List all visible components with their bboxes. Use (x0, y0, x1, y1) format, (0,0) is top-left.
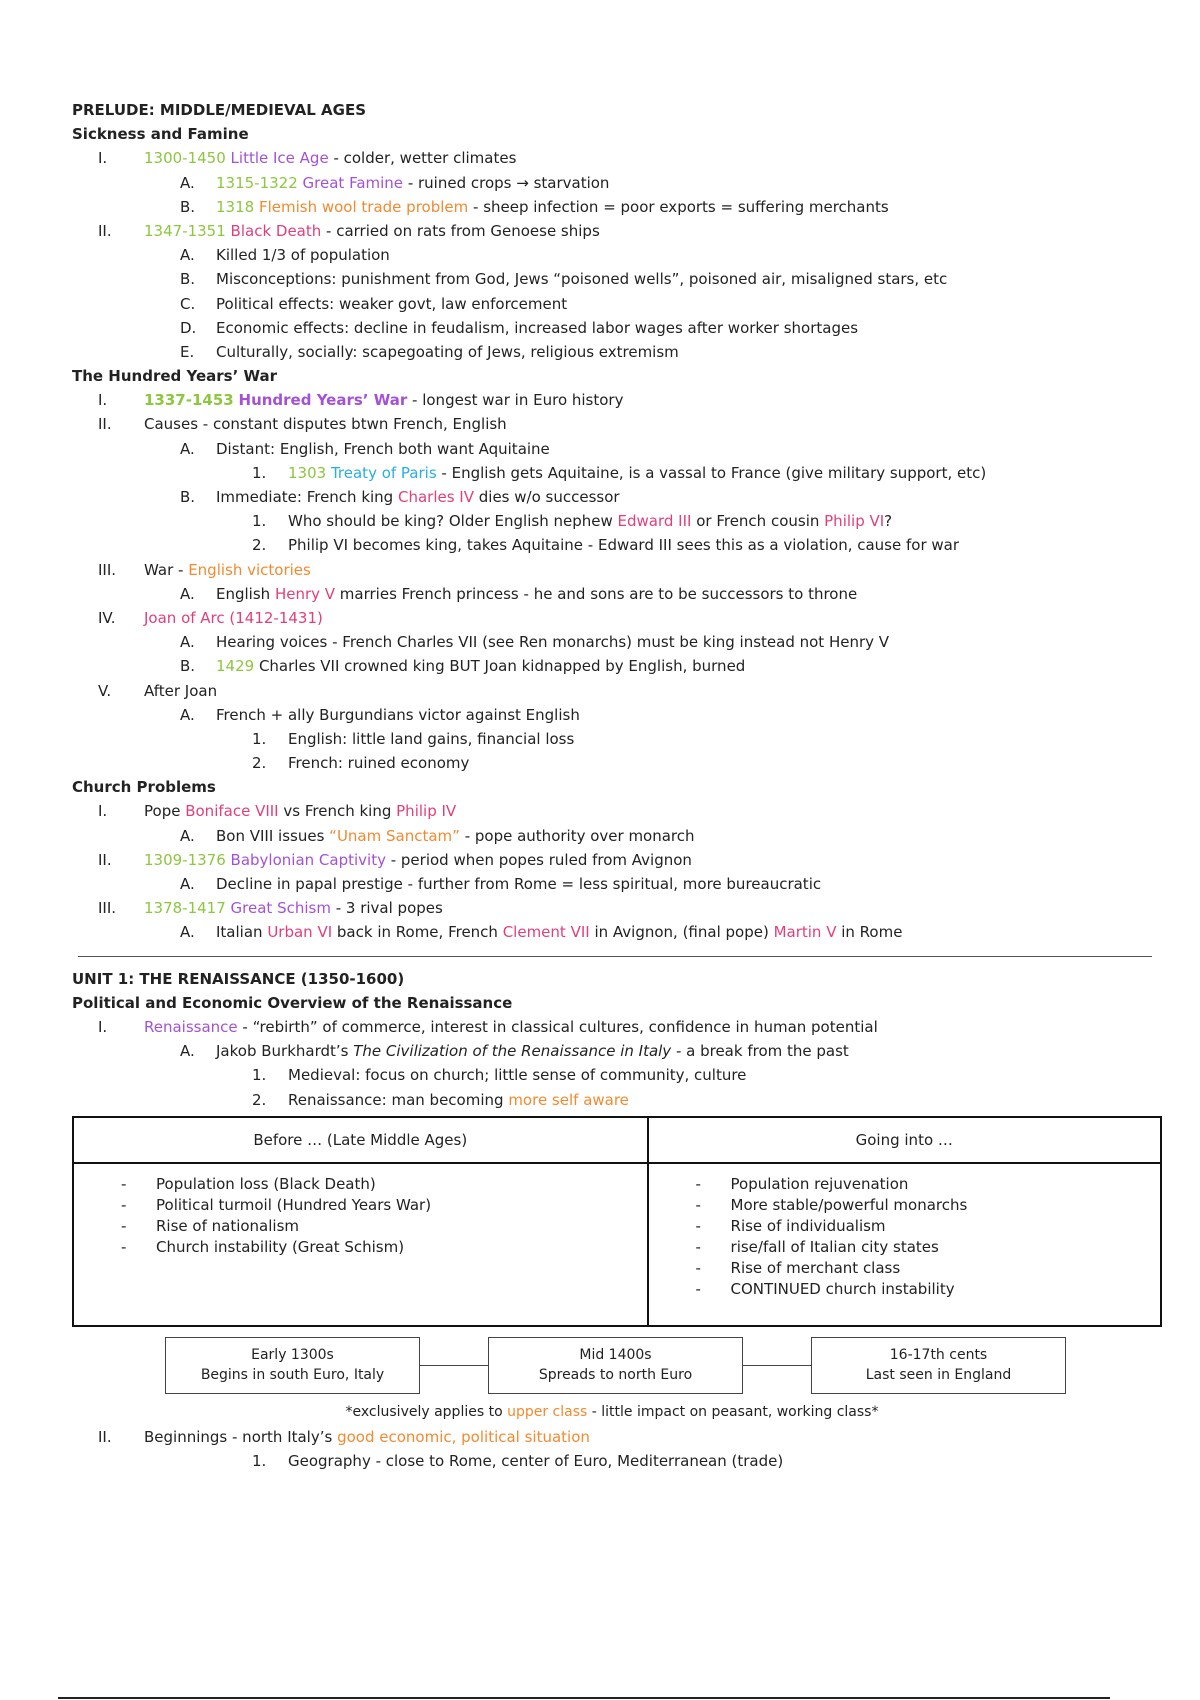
outline-number: D. (180, 318, 197, 337)
timeline-desc: Spreads to north Euro (538, 1366, 693, 1383)
outline-item (72, 243, 1152, 267)
outline-item (72, 896, 1152, 920)
outline-item (72, 412, 1152, 436)
outline-number: 2. (252, 1090, 267, 1109)
item-text: - longest war in Euro history (407, 391, 624, 410)
key-term: Charles IV (397, 488, 474, 506)
key-term: Philip IV (396, 802, 457, 821)
section-divider (78, 956, 1152, 957)
key-term: Renaissance (144, 1017, 238, 1036)
unit1-title: UNIT 1: THE RENAISSANCE (1350-1600) (72, 969, 405, 988)
section-heading-hundred-years-war: The Hundred Years’ War (72, 367, 278, 386)
item-text: marries French princess - he and sons are to be successors to throne (335, 584, 858, 603)
item-text: Beginnings - north Italy’s (144, 1427, 338, 1446)
item-text: dies w/o successor (474, 488, 620, 506)
item-text: Medieval: focus on church; little sense of community, culture (288, 1066, 747, 1085)
list-item: - Population loss (Black Death) (121, 1174, 646, 1195)
upper-class-note (72, 1399, 1152, 1425)
outline-number: I. (98, 1017, 108, 1036)
item-text: Immediate: French king (216, 488, 398, 506)
item-text: Distant: English, French both want Aquitaine (216, 439, 550, 458)
key-term: English victories (188, 560, 311, 579)
item-text: - sheep infection = poor exports = suffering merchants (468, 197, 889, 216)
item-text: back in Rome, French (332, 923, 503, 942)
book-title: The Civilization of the Renaissance in Italy (353, 1042, 672, 1061)
timeline-desc: Begins in south Euro, Italy (200, 1366, 385, 1383)
key-term: Henry V (274, 584, 336, 603)
outline-item (72, 1088, 1152, 1112)
outline-item (72, 509, 1152, 533)
outline-item (72, 437, 1152, 461)
item-text: Italian (216, 923, 268, 942)
outline-number: 1. (252, 1451, 267, 1470)
list-item: - Rise of nationalism (121, 1216, 646, 1237)
note-text: - little impact on peasant, working class* (587, 1403, 879, 1420)
date-text: 1315-1322 (216, 173, 298, 192)
outline-item (72, 727, 1152, 751)
outline-item (72, 146, 1152, 170)
key-term: Philip VI (824, 512, 885, 531)
outline-number: A. (180, 173, 195, 192)
outline-number: A. (180, 705, 195, 724)
item-text: - 3 rival popes (330, 899, 443, 918)
key-term: Babylonian Captivity (230, 850, 386, 869)
key-term: more self aware (508, 1090, 629, 1109)
outline-number: A. (180, 875, 195, 893)
timeline-date: Mid 1400s (579, 1346, 652, 1363)
item-text: Culturally, socially: scapegoating of Jews, religious extremism (216, 342, 679, 361)
outline-item (72, 582, 1152, 606)
outline-item (72, 679, 1152, 703)
item-text: in Rome (836, 923, 903, 942)
item-text: Jakob Burkhardt’s (216, 1042, 354, 1061)
outline-number: I. (98, 802, 108, 821)
section-heading-sickness: Sickness and Famine (72, 125, 249, 144)
outline-item (72, 630, 1152, 654)
key-term: “Unam Sanctam” (329, 826, 460, 845)
key-term: Edward III (617, 512, 692, 531)
timeline (72, 1337, 1152, 1397)
timeline-desc: Last seen in England (865, 1366, 1012, 1383)
item-text: French + ally Burgundians victor against English (216, 705, 580, 724)
outline-item (72, 1063, 1152, 1087)
item-text: - period when popes ruled from Avignon (385, 850, 692, 869)
timeline-connector (743, 1365, 811, 1366)
date-text: 1378-1417 (144, 899, 226, 918)
section-heading-overview: Political and Economic Overview of the Renaissance (72, 993, 513, 1012)
list-item: - More stable/powerful monarchs (696, 1195, 1159, 1216)
outline-number: I. (98, 391, 108, 410)
comparison-table (72, 1116, 1162, 1327)
key-term: Flemish wool trade problem (258, 197, 469, 216)
item-text: Political effects: weaker govt, law enforcement (216, 294, 568, 313)
key-term: Martin V (773, 923, 837, 942)
item-text: Killed 1/3 of population (216, 246, 390, 265)
item-text: Decline in papal prestige - further from Rome = less spiritual, more bureaucratic (216, 875, 822, 893)
outline-item (72, 340, 1152, 364)
outline-number: 2. (252, 754, 267, 773)
key-term: Boniface VIII (185, 802, 279, 821)
timeline-box-mid (488, 1337, 743, 1394)
key-term: Great Famine (302, 173, 404, 192)
key-term: Treaty of Paris (330, 463, 437, 482)
key-term: Hundred Years’ War (238, 391, 408, 410)
item-text: After Joan (144, 681, 218, 700)
key-term: Great Schism (230, 899, 331, 918)
key-term: Black Death (230, 221, 322, 240)
outline-number: I. (98, 149, 108, 168)
table-cell-going-into (648, 1163, 1161, 1326)
outline-item (72, 388, 1152, 412)
outline-number: 2. (252, 536, 267, 555)
notes-document (72, 98, 1152, 1473)
timeline-box-late (811, 1337, 1066, 1394)
date-text: 1429 (216, 657, 255, 676)
table-cell-before (73, 1163, 648, 1326)
outline-item (72, 824, 1152, 848)
page-bottom-rule (58, 1697, 1110, 1699)
key-term: Clement VII (502, 923, 590, 942)
outline-number: E. (180, 342, 195, 361)
date-text: 1303 (288, 463, 327, 482)
item-text: - ruined crops → starvation (403, 173, 610, 192)
outline-item (72, 461, 1152, 485)
outline-number: III. (98, 899, 117, 918)
date-text: 1318 (216, 197, 255, 216)
outline-number: B. (180, 488, 196, 506)
outline-item (72, 1425, 1152, 1449)
item-text: Causes - constant disputes btwn French, English (144, 415, 507, 434)
item-text: - English gets Aquitaine, is a vassal to France (give military support, etc) (436, 463, 987, 482)
item-text: Economic effects: decline in feudalism, increased labor wages after worker shortages (216, 318, 859, 337)
item-text: - colder, wetter climates (328, 149, 517, 168)
item-text: - “rebirth” of commerce, interest in classical cultures, confidence in human potential (237, 1017, 878, 1036)
outline-item (72, 872, 1152, 896)
outline-number: II. (98, 1427, 112, 1446)
outline-number: A. (180, 246, 195, 265)
outline-number: II. (98, 415, 112, 434)
outline-number: A. (180, 923, 195, 942)
outline-number: 1. (252, 729, 267, 748)
outline-item (72, 920, 1152, 944)
outline-number: 1. (252, 463, 267, 482)
item-text: - a break from the past (671, 1042, 849, 1061)
outline-number: B. (180, 270, 196, 289)
outline-item (72, 799, 1152, 823)
key-term: Urban VI (267, 923, 333, 942)
list-item: - rise/fall of Italian city states (696, 1237, 1159, 1258)
key-term: Joan of Arc (1412-1431) (144, 608, 323, 627)
key-term: upper class (507, 1403, 588, 1420)
item-text: English (216, 584, 275, 603)
outline-item (72, 292, 1152, 316)
timeline-box-early (165, 1337, 420, 1394)
item-text: Who should be king? Older English nephew (288, 512, 618, 531)
outline-item (72, 316, 1152, 340)
outline-number: B. (180, 197, 196, 216)
outline-item (72, 751, 1152, 775)
outline-number: II. (98, 850, 112, 869)
outline-number: 1. (252, 512, 267, 531)
date-text: 1337-1453 (144, 391, 234, 410)
outline-item (72, 533, 1152, 557)
outline-number: B. (180, 657, 196, 676)
outline-item (72, 267, 1152, 291)
section-heading-church-problems: Church Problems (72, 778, 216, 797)
key-term: Little Ice Age (230, 149, 329, 168)
date-text: 1347-1351 (144, 221, 226, 240)
outline-number: IV. (98, 608, 116, 627)
outline-item (72, 848, 1152, 872)
item-text: - pope authority over monarch (459, 826, 695, 845)
item-text: in Avignon, (final pope) (589, 923, 774, 942)
outline-number: V. (98, 681, 112, 700)
table-header-before: Before … (Late Middle Ages) (73, 1117, 648, 1163)
outline-number: C. (180, 294, 196, 313)
outline-number: A. (180, 633, 195, 652)
item-text: War - (144, 560, 189, 579)
note-text: *exclusively applies to (345, 1403, 508, 1420)
outline-number: II. (98, 221, 112, 240)
timeline-connector (420, 1365, 488, 1366)
list-item: - Rise of individualism (696, 1216, 1159, 1237)
outline-item (72, 219, 1152, 243)
timeline-date: 16-17th cents (889, 1346, 988, 1363)
list-item: - CONTINUED church instability (696, 1279, 1159, 1300)
outline-number: A. (180, 826, 195, 845)
outline-number: A. (180, 1042, 195, 1061)
item-text: Hearing voices - French Charles VII (see Ren monarchs) must be king instead not Henry V (216, 633, 890, 652)
item-text: ? (884, 512, 893, 531)
item-text: Bon VIII issues (216, 826, 330, 845)
item-text: or French cousin (691, 512, 825, 531)
item-text: Philip VI becomes king, takes Aquitaine - Edward III sees this as a violation, cause for war (288, 536, 960, 555)
item-text: English: little land gains, financial loss (288, 729, 575, 748)
list-item: - Church instability (Great Schism) (121, 1237, 646, 1258)
timeline-date: Early 1300s (251, 1346, 334, 1363)
outline-number: III. (98, 560, 117, 579)
outline-number: 1. (252, 1066, 267, 1085)
item-text: Misconceptions: punishment from God, Jews “poisoned wells”, poisoned air, misaligned stars, etc (216, 270, 948, 289)
date-text: 1300-1450 (144, 149, 226, 168)
date-text: 1309-1376 (144, 850, 226, 869)
item-text: Renaissance: man becoming (288, 1090, 509, 1109)
outline-item (72, 1015, 1152, 1039)
outline-item (72, 558, 1152, 582)
list-item: - Population rejuvenation (696, 1174, 1159, 1195)
item-text: - carried on rats from Genoese ships (321, 221, 600, 240)
item-text: vs French king (278, 802, 397, 821)
table-header-going-into: Going into … (648, 1117, 1161, 1163)
item-text: Charles VII crowned king BUT Joan kidnapped by English, burned (254, 657, 746, 676)
item-text: Geography - close to Rome, center of Euro, Mediterranean (trade) (288, 1451, 784, 1470)
list-item: - Political turmoil (Hundred Years War) (121, 1195, 646, 1216)
outline-item (72, 606, 1152, 630)
outline-number: A. (180, 584, 195, 603)
outline-item (72, 703, 1152, 727)
outline-item (72, 195, 1152, 219)
prelude-title: PRELUDE: MIDDLE/MEDIEVAL AGES (72, 101, 367, 119)
list-item: - Rise of merchant class (696, 1258, 1159, 1279)
item-text: Pope (144, 802, 186, 821)
outline-item (72, 1449, 1152, 1473)
outline-item (72, 1039, 1152, 1063)
item-text: French: ruined economy (288, 754, 470, 773)
outline-item (72, 171, 1152, 195)
outline-item (72, 654, 1152, 678)
outline-number: A. (180, 439, 195, 458)
outline-item (72, 485, 1152, 509)
key-term: good economic, political situation (337, 1427, 590, 1446)
